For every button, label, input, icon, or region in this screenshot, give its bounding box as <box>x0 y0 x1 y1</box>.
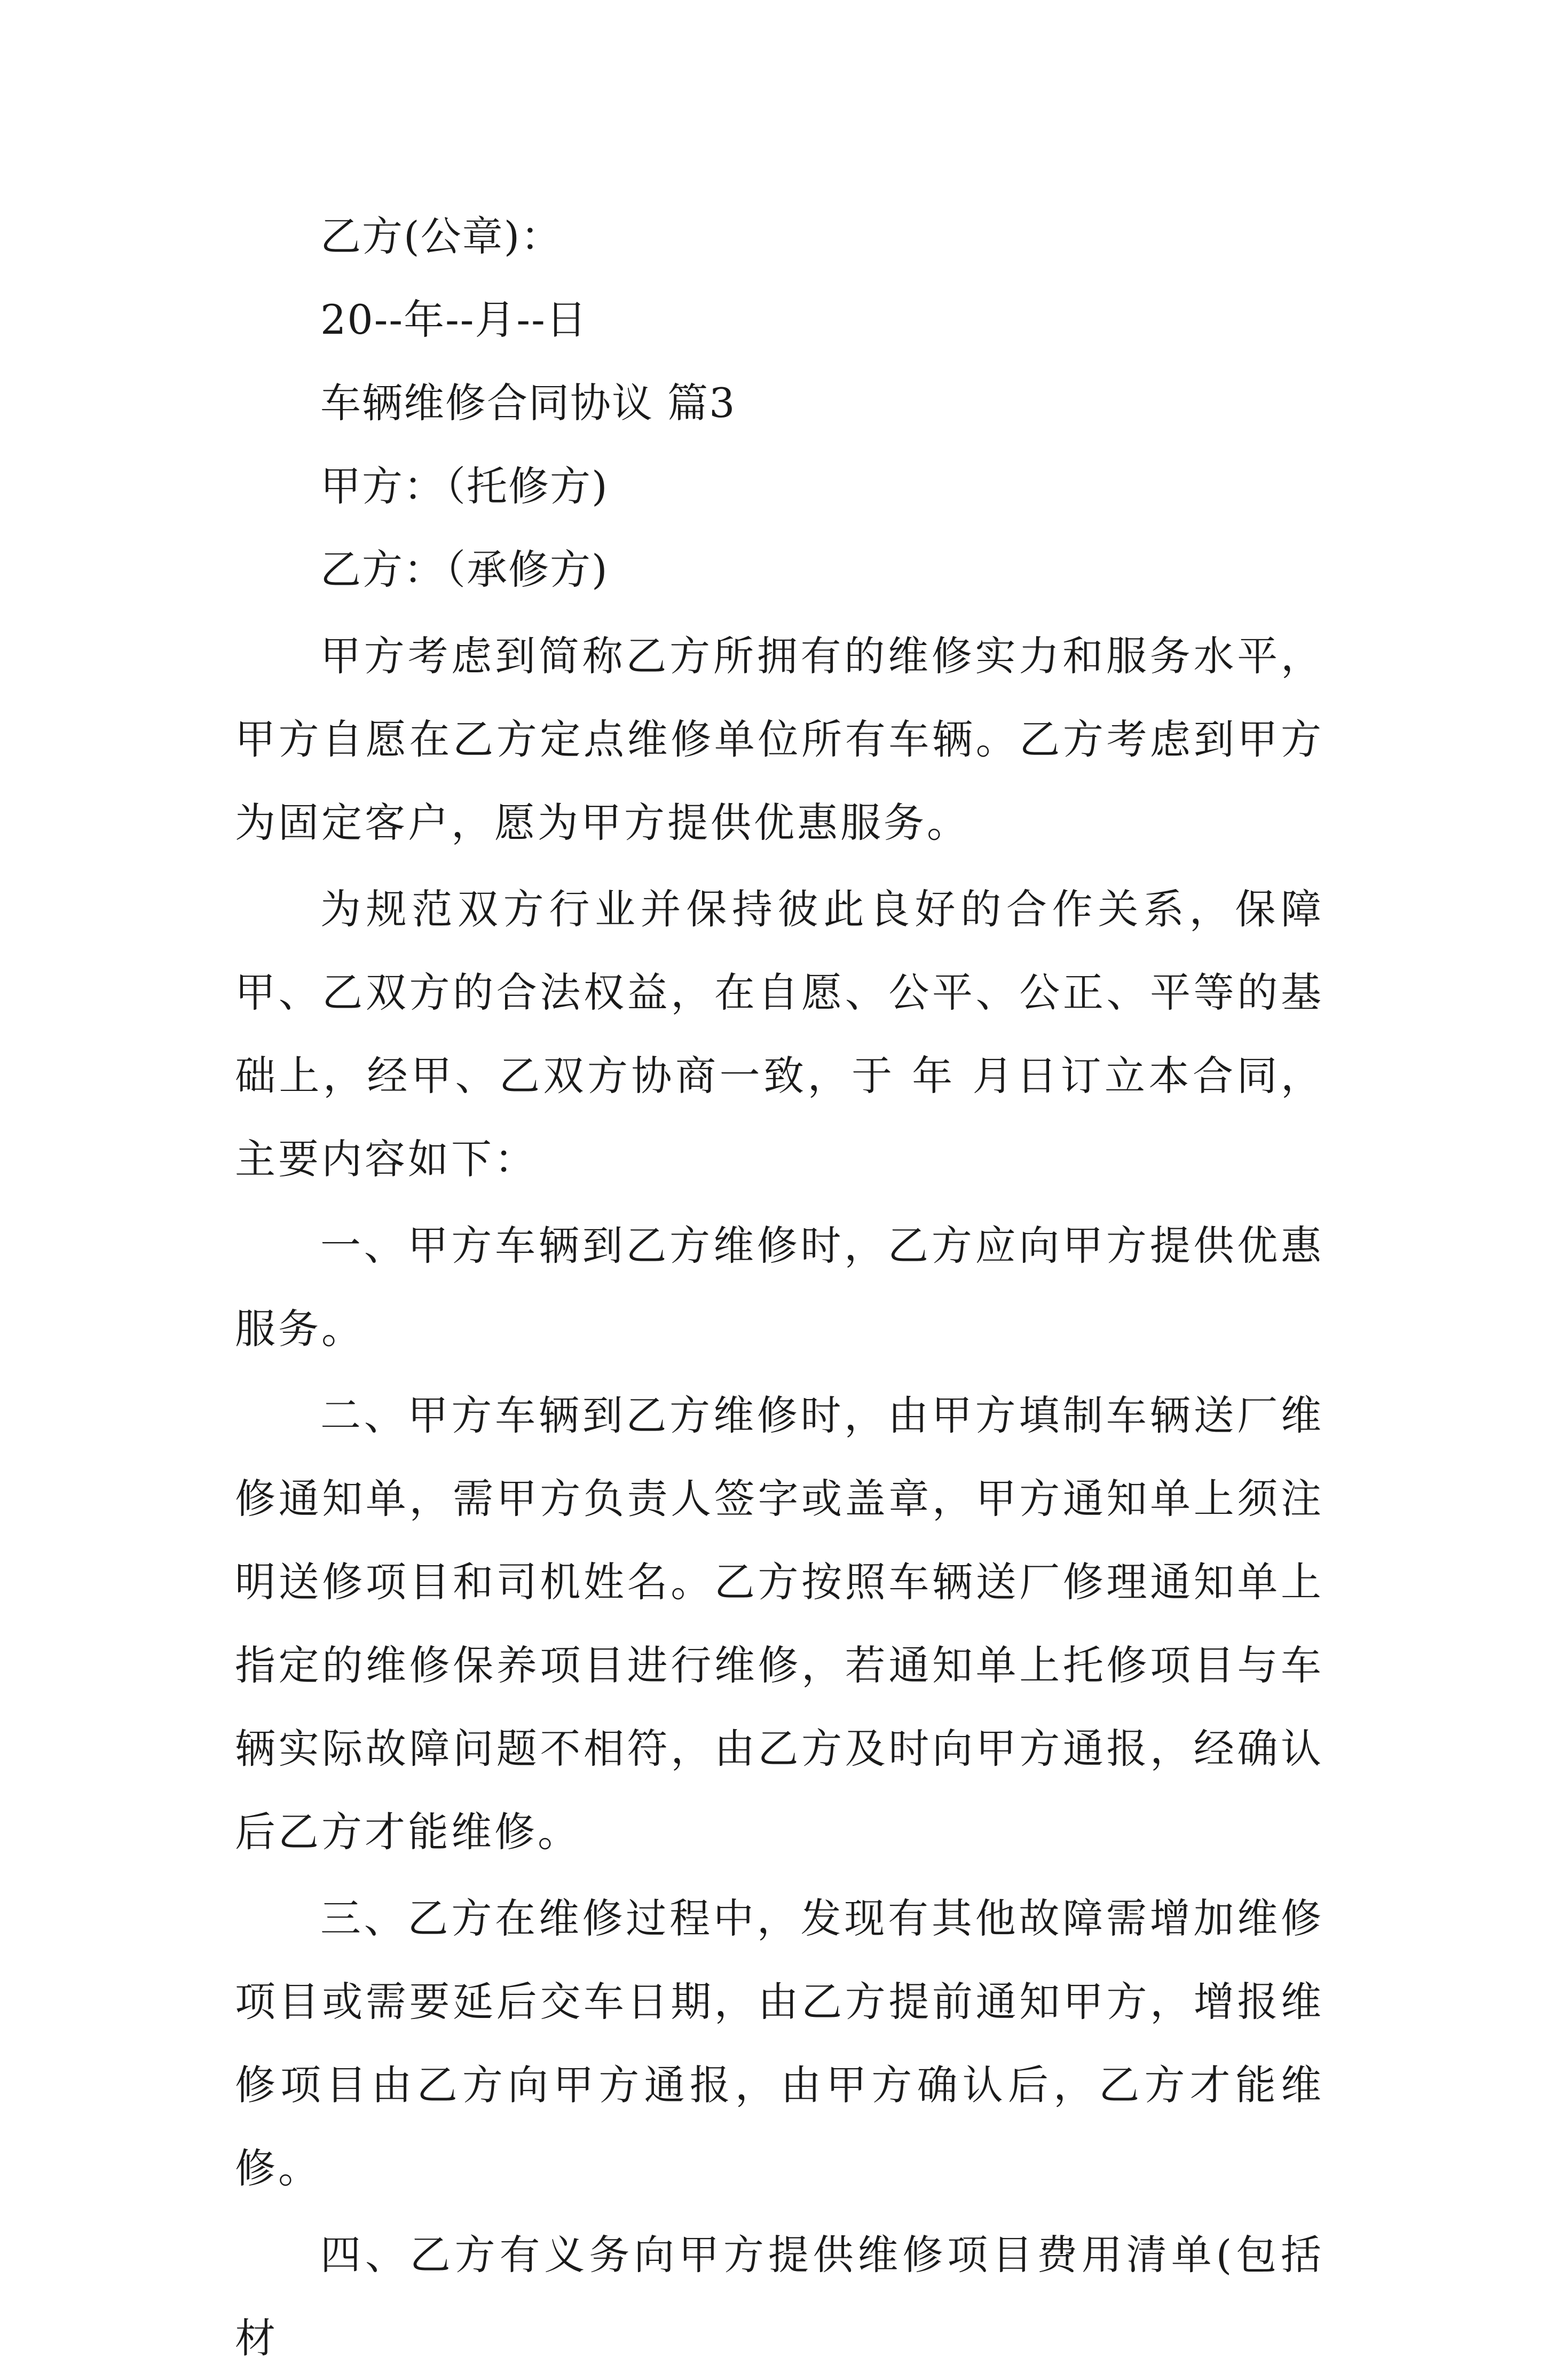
paragraph-purpose: 为规范双方行业并保持彼此良好的合作关系，保障甲、乙双方的合法权益，在自愿、公平、公正、平等的基础上，经甲、乙双方协商一致，于 年 月日订立本合同，主要内容如下： <box>235 885 1324 1183</box>
party-b-seal-line: 乙方(公章)： <box>320 213 563 260</box>
party-a-line: 甲方：（托修方) <box>320 462 609 510</box>
date-line: 20--年--月--日 <box>320 296 588 343</box>
section-title: 车辆维修合同协议 篇3 <box>320 379 736 427</box>
document-body <box>235 195 1324 2380</box>
paragraph-intro: 甲方考虑到简称乙方所拥有的维修实力和服务水平，甲方自愿在乙方定点维修单位所有车辆。乙方考虑到甲方为固定客户，愿为甲方提供优惠服务。 <box>235 632 1324 846</box>
clause-2: 二、甲方车辆到乙方维修时，由甲方填制车辆送厂维修通知单，需甲方负责人签字或盖章，甲方通知单上须注明送修项目和司机姓名。乙方按照车辆送厂修理通知单上指定的维修保养项目进行维修，若通知单上托修项目与车辆实际故障问题不相符，由乙方及时向甲方通报，经确认后乙方才能维修。 <box>235 1392 1324 1856</box>
clause-3: 三、乙方在维修过程中，发现有其他故障需增加维修项目或需要延后交车日期，由乙方提前通知甲方，增报维修项目由乙方向甲方通报，由甲方确认后，乙方才能维修。 <box>235 1895 1324 2192</box>
clause-4: 四、乙方有义务向甲方提供维修项目费用清单(包括材 <box>235 2231 1324 2362</box>
party-b-line: 乙方：（承修方) <box>320 546 609 593</box>
clause-1: 一、甲方车辆到乙方维修时，乙方应向甲方提供优惠服务。 <box>235 1222 1324 1353</box>
